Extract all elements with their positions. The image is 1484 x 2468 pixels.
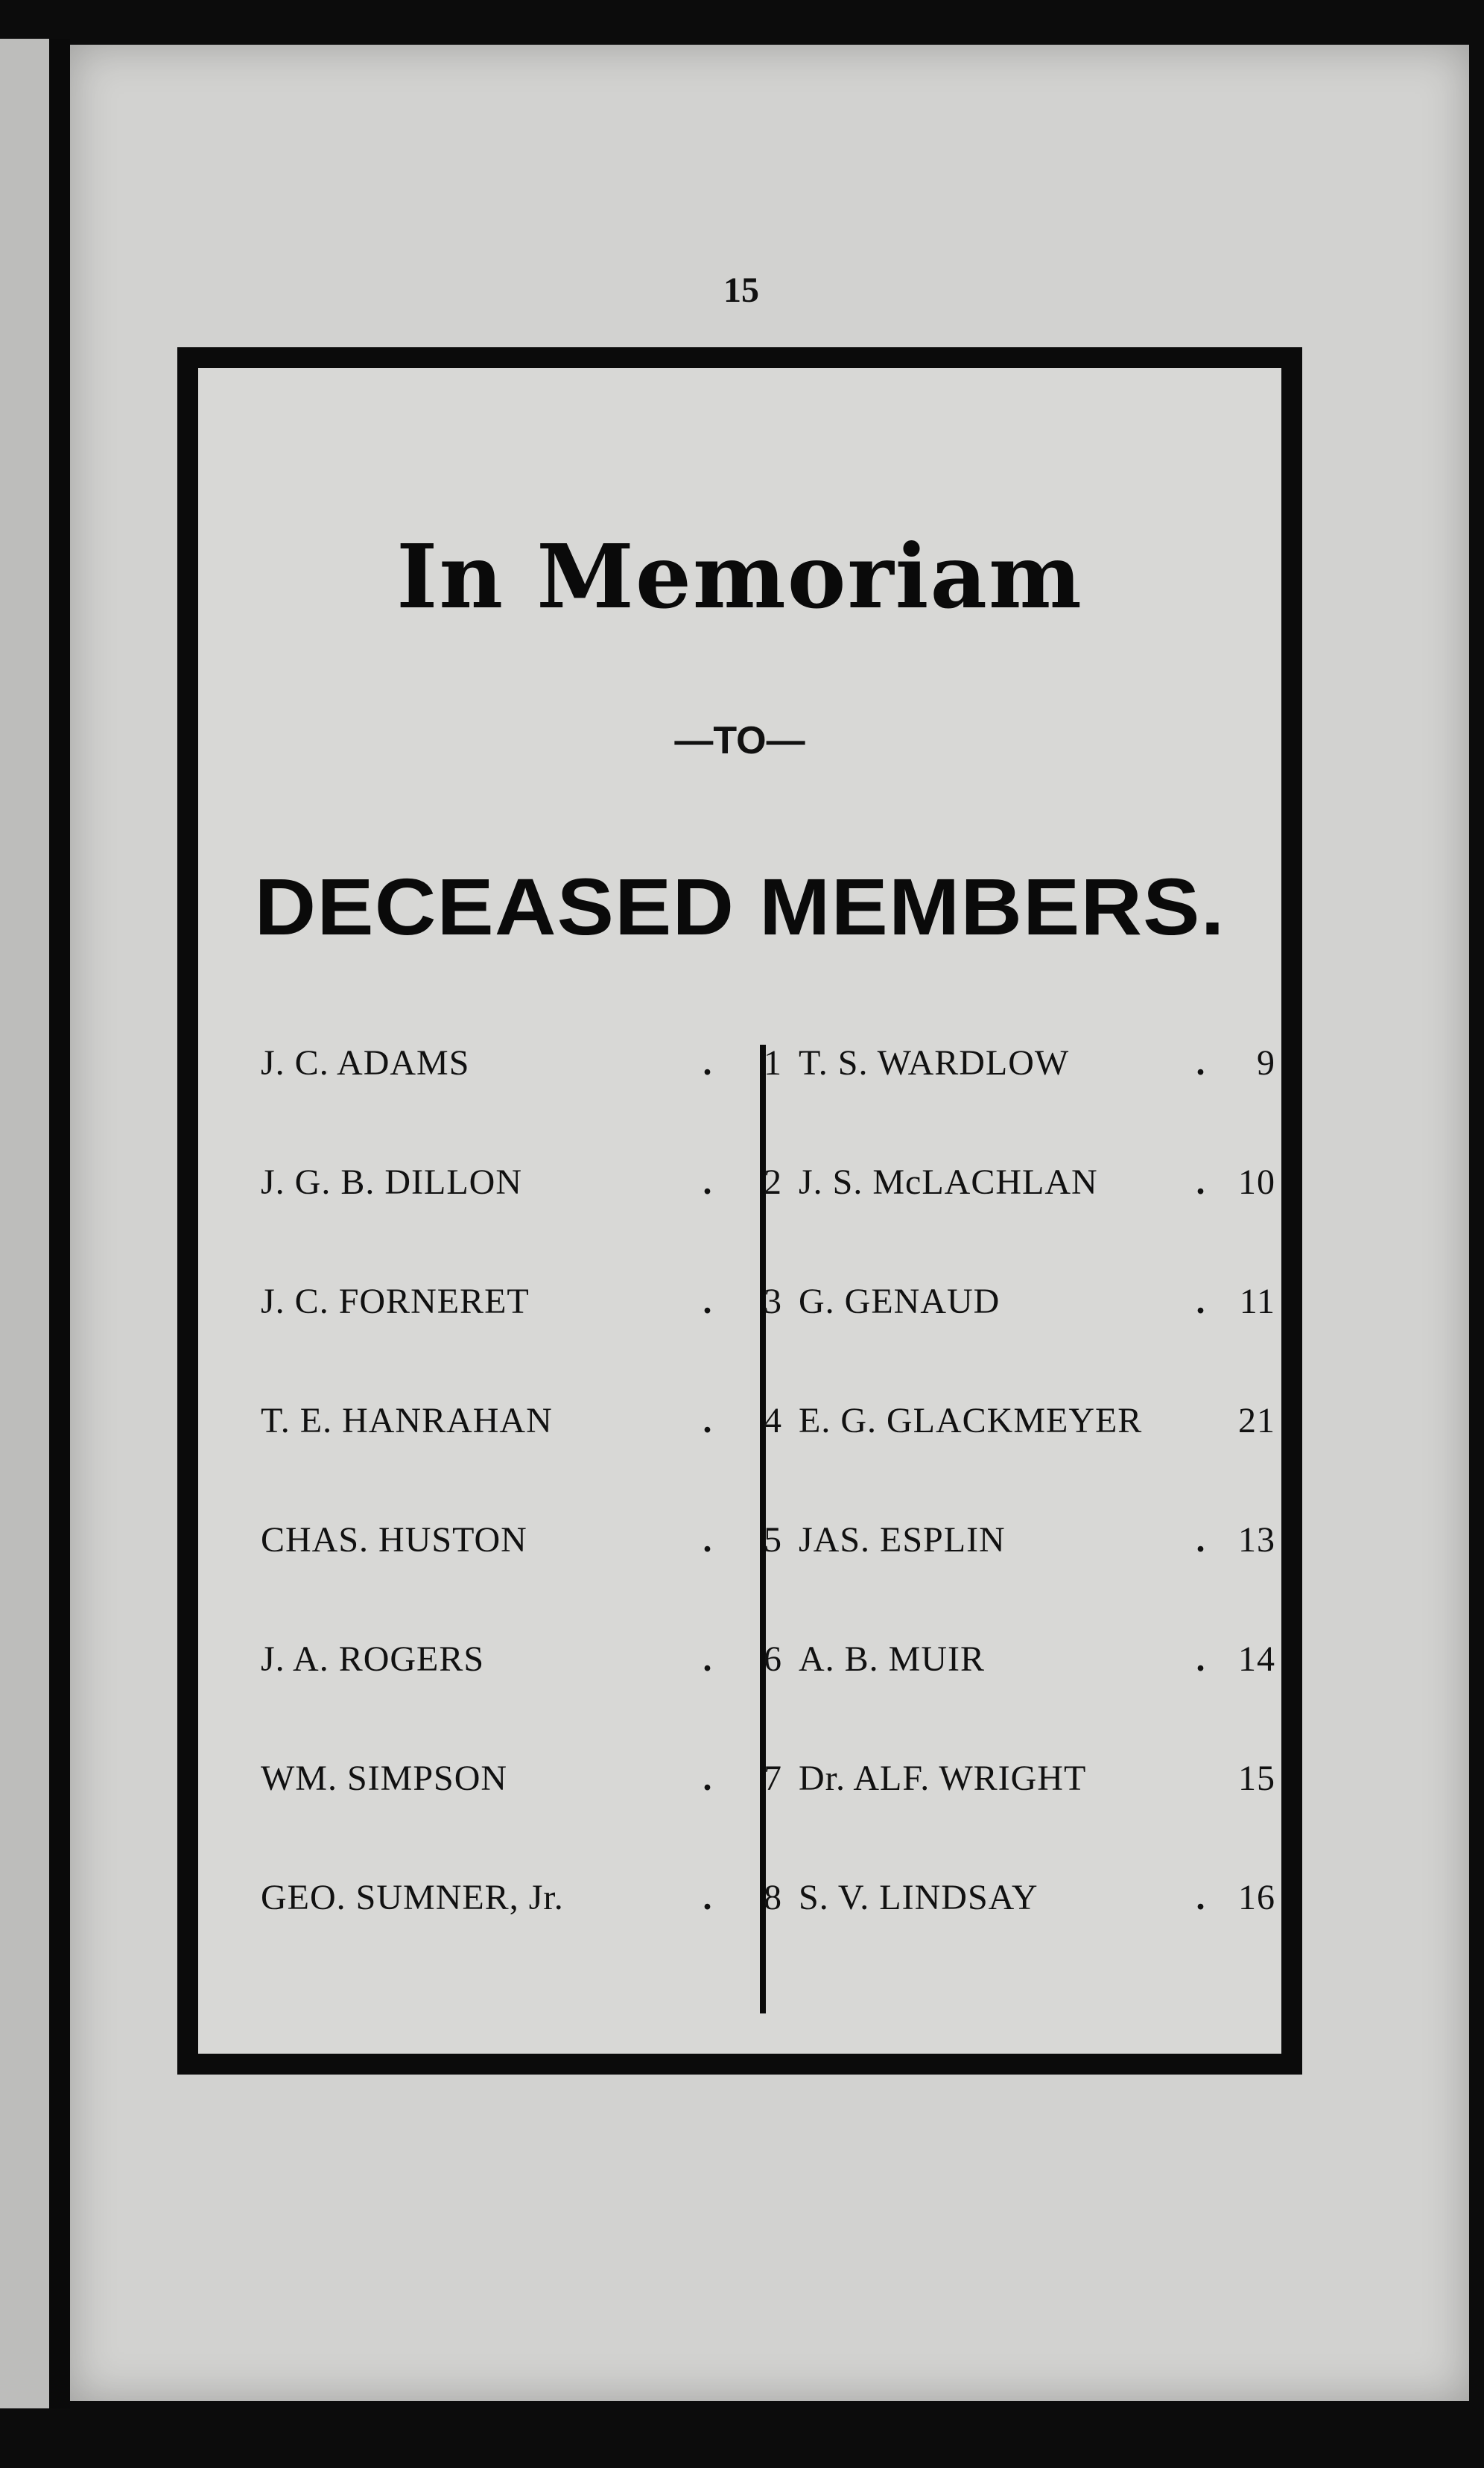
member-number: 6: [764, 1639, 782, 1679]
member-name: E. G. GLACKMEYER: [799, 1401, 1143, 1440]
member-number: 14: [1238, 1639, 1275, 1679]
member-number: 21: [1238, 1401, 1275, 1440]
member-row: [261, 1639, 782, 1758]
leader-dot: .: [703, 1162, 713, 1202]
member-row: [799, 1162, 1275, 1281]
member-name: CHAS. HUSTON: [261, 1520, 527, 1560]
member-row: [799, 1519, 1275, 1639]
member-number: 7: [764, 1759, 782, 1798]
leader-dot: .: [1196, 1043, 1206, 1083]
member-row: [261, 1042, 782, 1162]
member-name: J. A. ROGERS: [261, 1639, 485, 1679]
memorial-frame: [177, 347, 1302, 2075]
leader-dot: .: [703, 1282, 713, 1321]
member-row: [261, 1758, 782, 1877]
member-row: [799, 1400, 1275, 1519]
member-name: G. GENAUD: [799, 1282, 1001, 1321]
members-right-column: [799, 1042, 1275, 1996]
member-name: T. E. HANRAHAN: [261, 1401, 553, 1440]
member-row: [261, 1162, 782, 1281]
member-name: J. G. B. DILLON: [261, 1162, 522, 1202]
member-row: [261, 1281, 782, 1400]
member-row: [261, 1400, 782, 1519]
member-row: [799, 1281, 1275, 1400]
member-number: 15: [1238, 1759, 1275, 1798]
member-name: WM. SIMPSON: [261, 1759, 508, 1798]
member-row: [799, 1877, 1275, 1996]
member-name: T. S. WARDLOW: [799, 1043, 1070, 1083]
member-name: J. S. McLACHLAN: [799, 1162, 1098, 1202]
member-number: 10: [1238, 1162, 1275, 1202]
member-number: 11: [1239, 1282, 1275, 1321]
member-name: JAS. ESPLIN: [799, 1520, 1006, 1560]
deceased-members-heading: DECEASED MEMBERS.: [254, 861, 1225, 952]
member-row: [799, 1042, 1275, 1162]
leader-dot: .: [1196, 1520, 1206, 1560]
leader-dot: .: [703, 1520, 713, 1560]
member-number: 9: [1257, 1043, 1275, 1083]
leader-dot: .: [703, 1401, 713, 1440]
leader-dot: .: [1196, 1282, 1206, 1321]
to-label: —TO—: [674, 719, 805, 762]
members-left-column: [261, 1042, 782, 1996]
member-number: 16: [1238, 1878, 1275, 1917]
leader-dot: .: [1196, 1878, 1206, 1917]
member-number: 3: [764, 1282, 782, 1321]
member-number: 8: [764, 1878, 782, 1917]
member-number: 4: [764, 1401, 782, 1440]
member-name: Dr. ALF. WRIGHT: [799, 1759, 1087, 1798]
member-name: J. C. FORNERET: [261, 1282, 530, 1321]
member-name: S. V. LINDSAY: [799, 1878, 1039, 1917]
member-row: [261, 1519, 782, 1639]
leader-dot: .: [703, 1043, 713, 1083]
binding-shadow: [49, 39, 70, 2408]
member-name: A. B. MUIR: [799, 1639, 986, 1679]
leader-dot: .: [703, 1878, 713, 1917]
adjacent-page-edge: [0, 39, 49, 2408]
leader-dot: .: [1196, 1639, 1206, 1679]
member-row: [261, 1877, 782, 1996]
leader-dot: .: [703, 1759, 713, 1798]
member-name: J. C. ADAMS: [261, 1043, 470, 1083]
member-number: 13: [1238, 1520, 1275, 1560]
member-number: 2: [764, 1162, 782, 1202]
leader-dot: .: [1196, 1162, 1206, 1202]
member-name: GEO. SUMNER, Jr.: [261, 1878, 564, 1917]
member-number: 1: [764, 1043, 782, 1083]
leader-dot: .: [703, 1639, 713, 1679]
memoriam-heading: In Memoriam: [396, 525, 1083, 628]
member-row: [799, 1758, 1275, 1877]
member-row: [799, 1639, 1275, 1758]
page-number: 15: [723, 270, 759, 310]
member-number: 5: [764, 1520, 782, 1560]
